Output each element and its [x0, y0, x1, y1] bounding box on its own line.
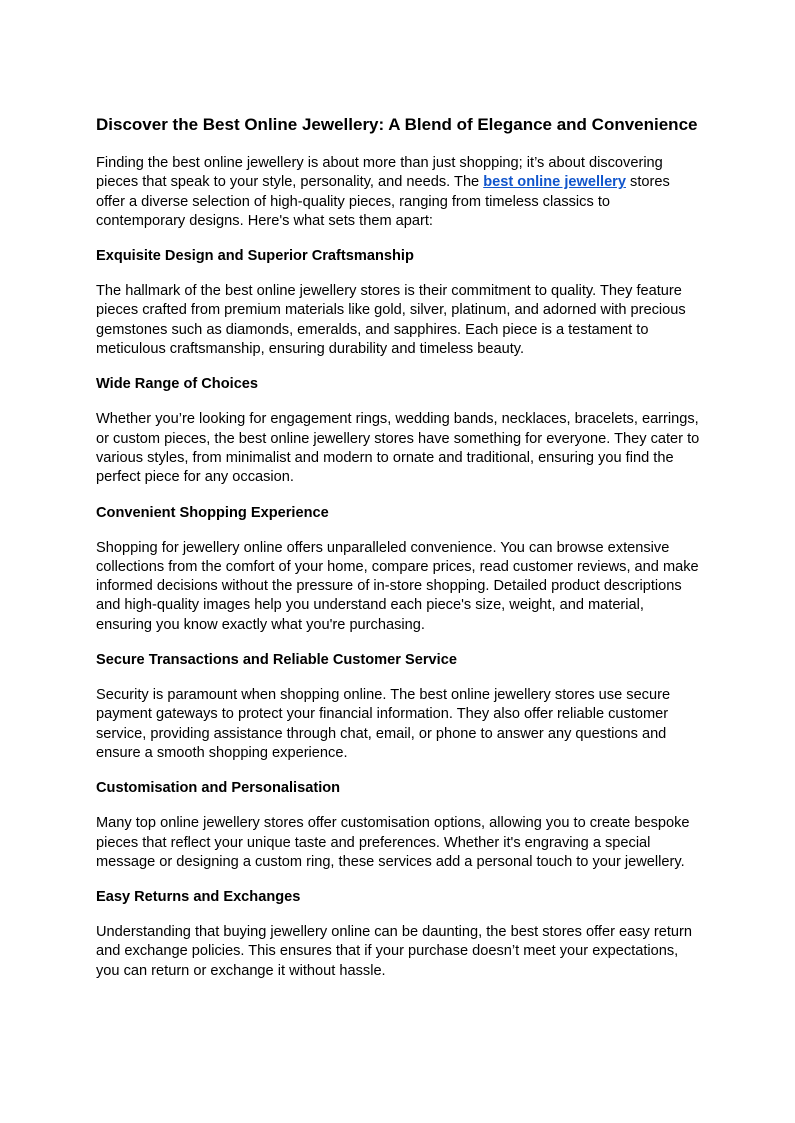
- section-paragraph-design: The hallmark of the best online jewellery stores is their commitment to quality. They feature pieces crafted from premium materials like gold, silver, platinum, and adorned with precious gemstones such as diamonds, emeralds, and sapphires. Each piece is a testament to meticulous craftsmanship, ensuring durability and timeless beauty.: [96, 283, 686, 358]
- section-heading-security: Secure Transactions and Reliable Customer Service: [96, 652, 457, 669]
- best-online-jewellery-link[interactable]: best online jewellery: [483, 174, 626, 191]
- document-title: Discover the Best Online Jewellery: A Blend of Elegance and Convenience: [96, 115, 698, 134]
- section-heading-choices: Wide Range of Choices: [96, 376, 259, 393]
- section-heading-customisation: Customisation and Personalisation: [96, 780, 341, 797]
- intro-paragraph: [96, 154, 700, 231]
- section-heading-returns: Easy Returns and Exchanges: [96, 889, 301, 906]
- section-heading-design: Exquisite Design and Superior Craftsmanship: [96, 248, 414, 265]
- section-paragraph-returns: Understanding that buying jewellery online can be daunting, the best stores offer easy return and exchange policies. This ensures that if your purchase doesn’t meet your expectations, you can return or exchange it without hassle.: [96, 924, 693, 979]
- intro-text-before-link: Finding the best online jewellery is about more than just shopping; it’s about discovering pieces that speak to your style, personality, and needs. The: [96, 155, 663, 191]
- document-page: [96, 113, 700, 997]
- section-paragraph-security: Security is paramount when shopping online. The best online jewellery stores use secure payment gateways to protect your financial information. They also offer reliable customer service, providing assistance through chat, email, or phone to answer any questions and ensure a smooth shopping experience.: [96, 687, 671, 761]
- section-paragraph-choices: Whether you’re looking for engagement rings, wedding bands, necklaces, bracelets, earrings, or custom pieces, the best online jewellery stores have something for everyone. They cater to various styles, from minimalist and modern to ornate and traditional, ensuring you find the perfect piece for any occasion.: [96, 411, 700, 486]
- section-paragraph-convenience: Shopping for jewellery online offers unparalleled convenience. You can browse extensive collections from the comfort of your home, compare prices, read customer reviews, and make informed decisions without the pressure of in-store shopping. Detailed product descriptions and high-quality images help you understand each piece's size, weight, and material, ensuring you know exactly what you're purchasing.: [96, 539, 699, 633]
- section-paragraph-customisation: Many top online jewellery stores offer customisation options, allowing you to create bespoke pieces that reflect your unique taste and preferences. Whether it's engraving a special message or designing a custom ring, these services add a personal touch to your jewellery.: [96, 815, 690, 870]
- intro-text-after-link: stores offer a diverse selection of high-quality pieces, ranging from timeless classics to contemporary designs. Here's what sets them apart:: [96, 174, 670, 229]
- section-heading-convenience: Convenient Shopping Experience: [96, 504, 329, 521]
